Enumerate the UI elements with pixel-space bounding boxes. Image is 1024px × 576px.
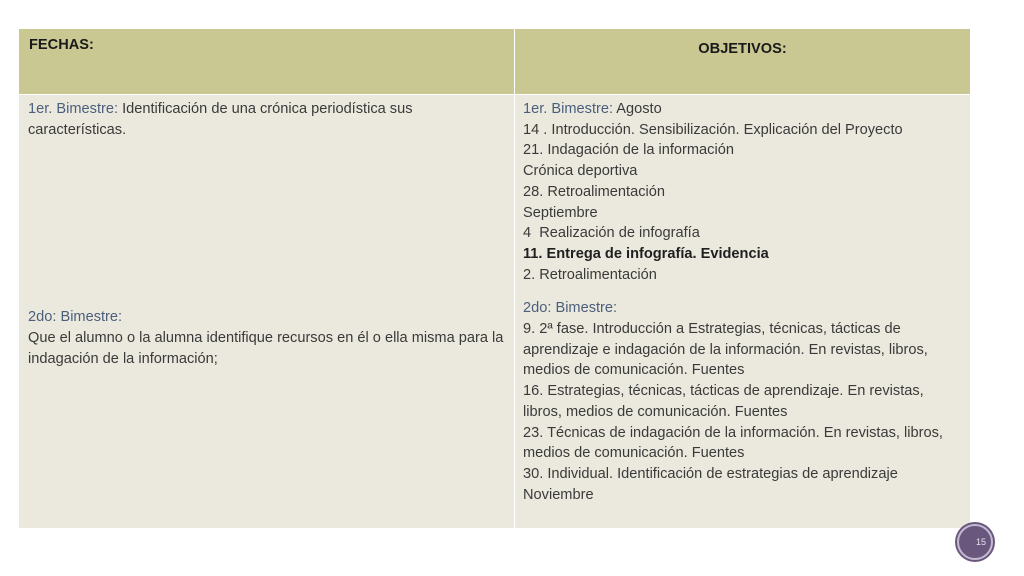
- right-b2-label: 2do: Bimestre:: [523, 300, 618, 317]
- right-bimestre-1: [523, 99, 962, 120]
- left-b1-label: 1er. Bimestre:: [28, 101, 119, 117]
- header-objetivos: OBJETIVOS:: [515, 29, 971, 95]
- schedule-line: 23. Técnicas de indagación de la información. En revistas, libros, medios de comunicación. Fuentes: [523, 424, 943, 462]
- schedule-table: [18, 28, 971, 529]
- evidence-line: 11. Entrega de infografía. Evidencia: [523, 245, 769, 262]
- schedule-line: 21. Indagación de la información: [523, 142, 734, 159]
- lines-a: [523, 120, 962, 244]
- left-b1-text: Identificación de una crónica periodística sus características.: [28, 101, 413, 138]
- objetivos-cell: [515, 95, 971, 529]
- left-b2-text: Que el alumno o la alumna identifique recursos en él o ella misma para la indagación de la información;: [28, 330, 504, 367]
- left-b2-label: 2do: Bimestre:: [28, 309, 123, 326]
- schedule-line: Crónica deportiva: [523, 163, 638, 180]
- schedule-line: 30. Individual. Identificación de estrategias de aprendizaje: [523, 465, 898, 482]
- schedule-line: Noviembre: [523, 486, 594, 503]
- schedule-line: 28. Retroalimentación: [523, 183, 665, 200]
- left-bimestre-1: [28, 99, 505, 140]
- lines-c: [523, 319, 962, 505]
- header-fechas: FECHAS:: [19, 29, 515, 95]
- fechas-cell: [19, 95, 515, 529]
- right-b1-label: 1er. Bimestre:: [523, 101, 614, 117]
- schedule-line: 14 . Introducción. Sensibilización. Explicación del Proyecto: [523, 121, 903, 138]
- header-row: [19, 29, 971, 95]
- schedule-line: Septiembre: [523, 204, 598, 221]
- right-b1-month: Agosto: [613, 101, 662, 117]
- content-row: [19, 95, 971, 529]
- slide-number-badge: 15: [957, 524, 993, 560]
- schedule-line: 2. Retroalimentación: [523, 266, 657, 283]
- schedule-line: 4 Realización de infografía: [523, 225, 700, 242]
- schedule-line: 9. 2ª fase. Introducción a Estrategias, técnicas, tácticas de aprendizaje e indagación de la información. En revistas, libros, medios de comunicación. Fuentes: [523, 321, 928, 379]
- schedule-line: 16. Estrategias, técnicas, tácticas de aprendizaje. En revistas, libros, medios de comunicación. Fuentes: [523, 383, 924, 420]
